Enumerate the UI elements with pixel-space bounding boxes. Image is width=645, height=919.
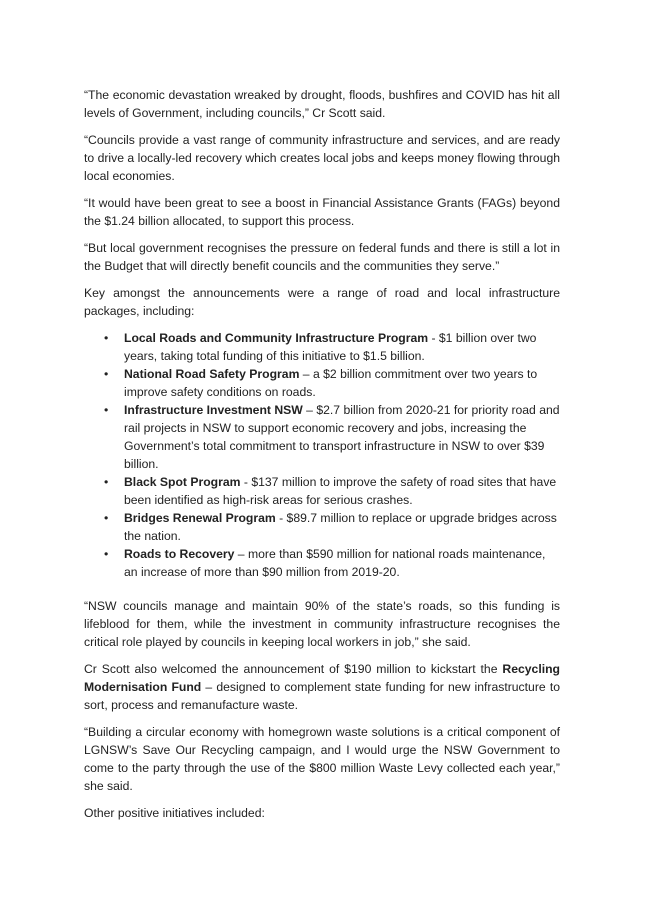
recycling-text-after: – designed to complement state funding for new infrastructure to sort, process and remanufacture waste.	[84, 680, 560, 712]
list-item-text: - $89.7 million to replace or upgrade bridges across the nation.	[124, 511, 557, 543]
paragraph-economic-devastation: “The economic devastation wreaked by drought, floods, bushfires and COVID has hit all levels of Government, including councils,” Cr Scott said.	[84, 88, 560, 120]
bullet-icon: •	[104, 475, 109, 489]
list-item	[104, 545, 560, 581]
list-item	[104, 509, 560, 545]
list-item-title: Bridges Renewal Program	[124, 511, 276, 525]
list-item-title: Local Roads and Community Infrastructure Program	[124, 331, 429, 345]
bullet-icon: •	[104, 547, 109, 561]
list-item-text: – a $2 billion commitment over two years to improve safety conditions on roads.	[124, 367, 538, 399]
paragraph-councils-recovery: “Councils provide a vast range of community infrastructure and services, and are ready to drive a locally-led recovery which creates local jobs and keeps money flowing through local economies.	[84, 133, 560, 183]
paragraph-circular-economy: “Building a circular economy with homegrown waste solutions is a critical component of LGNSW’s Save Our Recycling campaign, and I would urge the NSW Government to come to the party through the use of the $800 million Waste Levy collected each year,” she said.	[84, 725, 560, 793]
paragraph-nsw-roads-funding: “NSW councils manage and maintain 90% of the state’s roads, so this funding is lifeblood for them, while the investment in community infrastructure recognises the critical role played by councils in keeping local workers in job,” she said.	[84, 599, 560, 649]
recycling-fund-name: Recycling Modernisation Fund	[84, 662, 560, 694]
bullet-icon: •	[104, 511, 109, 525]
list-item-title: Infrastructure Investment NSW	[124, 403, 303, 417]
paragraph-key-announcements: Key amongst the announcements were a range of road and local infrastructure packages, including:	[84, 286, 560, 318]
list-item	[104, 365, 560, 401]
list-item-text: - $1 billion over two years, taking total funding of this initiative to $1.5 billion.	[124, 331, 537, 363]
list-item	[104, 401, 560, 473]
bullet-icon: •	[104, 367, 109, 381]
bullet-icon: •	[104, 331, 109, 345]
infrastructure-package-list	[84, 329, 560, 581]
list-item-title: Black Spot Program	[124, 475, 241, 489]
recycling-text-before: Cr Scott also welcomed the announcement of $190 million to kickstart the	[84, 662, 503, 676]
list-item-text: - $137 million to improve the safety of road sites that have been identified as high-risk areas for serious crashes.	[124, 475, 557, 507]
paragraph-other-initiatives: Other positive initiatives included:	[84, 806, 265, 820]
paragraph-financial-assistance-grants: “It would have been great to see a boost in Financial Assistance Grants (FAGs) beyond the $1.24 billion allocated, to support this process.	[84, 196, 560, 228]
paragraph-federal-funds: “But local government recognises the pressure on federal funds and there is still a lot in the Budget that will directly benefit councils and the communities they serve.”	[84, 241, 560, 273]
bullet-icon: •	[104, 403, 109, 417]
list-item-text: – $2.7 billion from 2020-21 for priority road and rail projects in NSW to support economic recovery and jobs, increasing the Government’s total commitment to transport infrastructure in NSW to over $39 billion.	[124, 403, 560, 471]
list-item-title: National Road Safety Program	[124, 367, 300, 381]
list-item-title: Roads to Recovery	[124, 547, 235, 561]
document-body	[84, 86, 560, 831]
list-item	[104, 329, 560, 365]
list-item	[104, 473, 560, 509]
paragraph-recycling-fund	[84, 660, 560, 714]
list-item-text: – more than $590 million for national roads maintenance, an increase of more than $90 million from 2019-20.	[124, 547, 546, 579]
